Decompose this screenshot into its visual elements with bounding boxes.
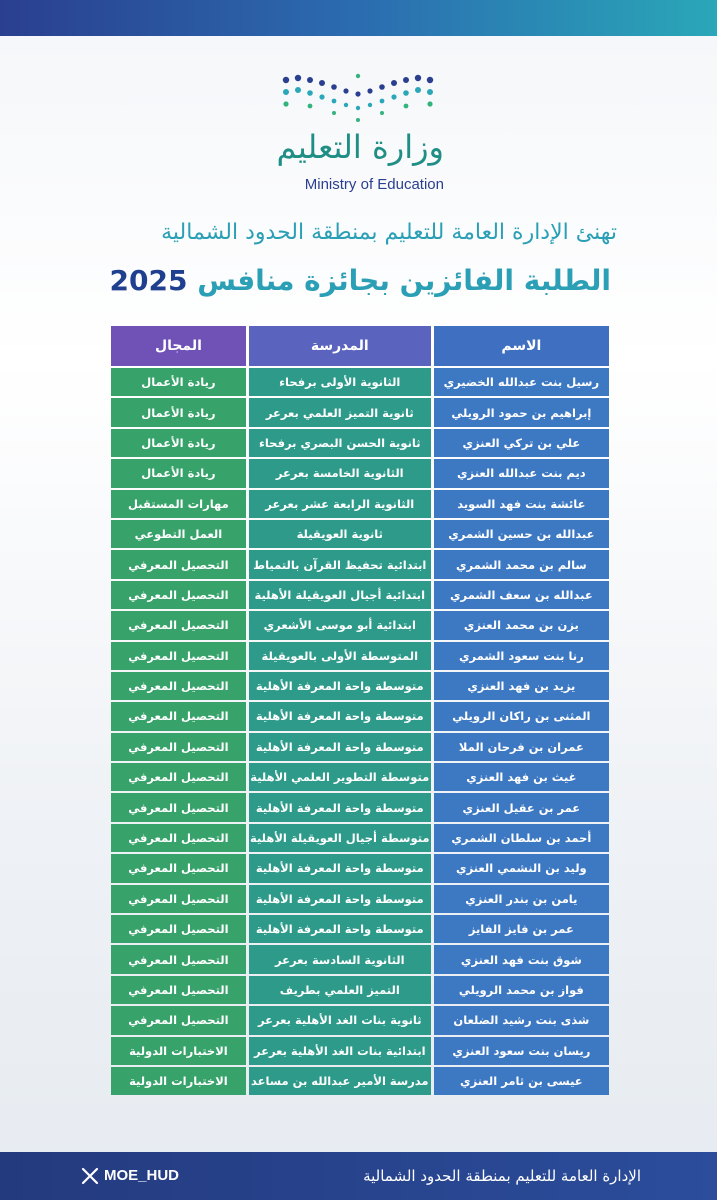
cell-field: الاختبارات الدولية [111, 1067, 246, 1095]
cell-field: التحصيل المعرفي [111, 550, 246, 578]
table-body [111, 368, 609, 1095]
cell-school: ابتدائية بنات الغد الأهلية بعرعر [249, 1037, 431, 1065]
page-title [110, 264, 611, 297]
cell-school: متوسطة التطوير العلمي الأهلية [249, 763, 431, 791]
cell-field: التحصيل المعرفي [111, 885, 246, 913]
footer-text: الإدارة العامة للتعليم بمنطقة الحدود الشمالية [363, 1167, 641, 1185]
cell-field: التحصيل المعرفي [111, 854, 246, 882]
cell-school: المتوسطة الأولى بالعويقيلة [249, 642, 431, 670]
table-row [111, 490, 609, 518]
cell-school: ثانوية بنات الغد الأهلية بعرعر [249, 1006, 431, 1034]
table-row [111, 672, 609, 700]
ministry-logo [272, 72, 448, 198]
cell-name: عبدالله بن سعف الشمري [434, 581, 609, 609]
cell-field: ريادة الأعمال [111, 459, 246, 487]
table-row [111, 642, 609, 670]
title-text: الطلبة الفائزين بجائزة منافس [197, 264, 611, 297]
congratulation-subtitle: تهنئ الإدارة العامة للتعليم بمنطقة الحدود الشمالية [161, 220, 617, 245]
table-row [111, 733, 609, 761]
cell-field: مهارات المستقبل [111, 490, 246, 518]
winners-table [108, 324, 612, 1097]
cell-school: ابتدائية أجيال العويقيلة الأهلية [249, 581, 431, 609]
cell-name: أحمد بن سلطان الشمري [434, 824, 609, 852]
cell-name: شوق بنت فهد العنزي [434, 945, 609, 973]
logo-english-text: Ministry of Education [304, 176, 444, 193]
cell-school: متوسطة واحة المعرفة الأهلية [249, 702, 431, 730]
cell-school: ثانوية التميز العلمي بعرعر [249, 398, 431, 426]
table-row [111, 368, 609, 396]
cell-name: عمر بن فايز الفايز [434, 915, 609, 943]
table-row [111, 854, 609, 882]
cell-school: متوسطة واحة المعرفة الأهلية [249, 733, 431, 761]
top-banner [0, 0, 717, 36]
cell-field: التحصيل المعرفي [111, 915, 246, 943]
cell-name: يامن بن بندر العنزي [434, 885, 609, 913]
social-handle[interactable]: MOE_HUD [104, 1167, 180, 1184]
table-row [111, 915, 609, 943]
cell-name: شذى بنت رشيد الضلعان [434, 1006, 609, 1034]
cell-name: عيسى بن ثامر العنزي [434, 1067, 609, 1095]
cell-school: ابتدائية أبو موسى الأشعري [249, 611, 431, 639]
cell-school: مدرسة الأمير عبدالله بن مساعد [249, 1067, 431, 1095]
cell-school: متوسطة أجيال العويقيلة الأهلية [249, 824, 431, 852]
cell-field: التحصيل المعرفي [111, 702, 246, 730]
cell-field: ريادة الأعمال [111, 429, 246, 457]
cell-school: متوسطة واحة المعرفة الأهلية [249, 672, 431, 700]
table-row [111, 1067, 609, 1095]
table-row [111, 459, 609, 487]
cell-field: العمل التطوعي [111, 520, 246, 548]
cell-name: إبراهيم بن حمود الرويلي [434, 398, 609, 426]
cell-name: ديم بنت عبدالله العنزي [434, 459, 609, 487]
cell-school: ابتدائية تحفيظ القرآن بالتمياط [249, 550, 431, 578]
table-row [111, 945, 609, 973]
cell-school: متوسطة واحة المعرفة الأهلية [249, 854, 431, 882]
cell-name: رسيل بنت عبدالله الخضيري [434, 368, 609, 396]
header-school: المدرسة [249, 326, 431, 366]
x-logo-icon[interactable] [80, 1166, 100, 1186]
table-row [111, 763, 609, 791]
cell-field: التحصيل المعرفي [111, 733, 246, 761]
cell-name: المثنى بن راكان الرويلي [434, 702, 609, 730]
cell-school: متوسطة واحة المعرفة الأهلية [249, 885, 431, 913]
header-name: الاسم [434, 326, 609, 366]
cell-name: يزيد بن فهد العنزي [434, 672, 609, 700]
table-row [111, 429, 609, 457]
cell-school: متوسطة واحة المعرفة الأهلية [249, 793, 431, 821]
cell-school: الثانوية الرابعة عشر بعرعر [249, 490, 431, 518]
cell-school: ثانوية العويقيلة [249, 520, 431, 548]
cell-name: سالم بن محمد الشمري [434, 550, 609, 578]
cell-field: التحصيل المعرفي [111, 793, 246, 821]
table-header-row [111, 326, 609, 366]
cell-name: ريسان بنت سعود العنزي [434, 1037, 609, 1065]
table-row [111, 793, 609, 821]
cell-field: التحصيل المعرفي [111, 945, 246, 973]
cell-name: وليد بن النشمي العنزي [434, 854, 609, 882]
table-row [111, 581, 609, 609]
cell-school: الثانوية الأولى برفحاء [249, 368, 431, 396]
table-row [111, 550, 609, 578]
table-row [111, 702, 609, 730]
cell-field: التحصيل المعرفي [111, 824, 246, 852]
cell-name: عائشة بنت فهد السويد [434, 490, 609, 518]
table-row [111, 398, 609, 426]
cell-name: يزن بن محمد العنزي [434, 611, 609, 639]
table-row [111, 976, 609, 1004]
cell-field: الاختبارات الدولية [111, 1037, 246, 1065]
table-row [111, 885, 609, 913]
cell-school: الثانوية الخامسة بعرعر [249, 459, 431, 487]
cell-school: التميز العلمي بطريف [249, 976, 431, 1004]
cell-field: التحصيل المعرفي [111, 611, 246, 639]
cell-field: التحصيل المعرفي [111, 763, 246, 791]
cell-name: عمر بن عقيل العنزي [434, 793, 609, 821]
table-row [111, 520, 609, 548]
logo-arabic-text: وزارة التعليم [276, 128, 444, 166]
cell-name: عبدالله بن حسين الشمري [434, 520, 609, 548]
cell-name: رنا بنت سعود الشمري [434, 642, 609, 670]
table-row [111, 611, 609, 639]
cell-field: التحصيل المعرفي [111, 581, 246, 609]
table-row [111, 1037, 609, 1065]
cell-school: الثانوية السادسة بعرعر [249, 945, 431, 973]
cell-field: التحصيل المعرفي [111, 976, 246, 1004]
cell-field: التحصيل المعرفي [111, 1006, 246, 1034]
cell-name: عمران بن فرحان الملا [434, 733, 609, 761]
table-row [111, 824, 609, 852]
cell-name: علي بن تركي العنزي [434, 429, 609, 457]
header-field: المجال [111, 326, 246, 366]
cell-field: التحصيل المعرفي [111, 642, 246, 670]
cell-field: ريادة الأعمال [111, 398, 246, 426]
cell-school: ثانوية الحسن البصري برفحاء [249, 429, 431, 457]
footer-bar [0, 1152, 717, 1200]
cell-field: التحصيل المعرفي [111, 672, 246, 700]
cell-field: ريادة الأعمال [111, 368, 246, 396]
table-row [111, 1006, 609, 1034]
logo-dots-icon [272, 72, 448, 128]
cell-school: متوسطة واحة المعرفة الأهلية [249, 915, 431, 943]
cell-name: فواز بن محمد الرويلي [434, 976, 609, 1004]
title-year: 2025 [109, 264, 188, 297]
cell-name: غيث بن فهد العنزي [434, 763, 609, 791]
